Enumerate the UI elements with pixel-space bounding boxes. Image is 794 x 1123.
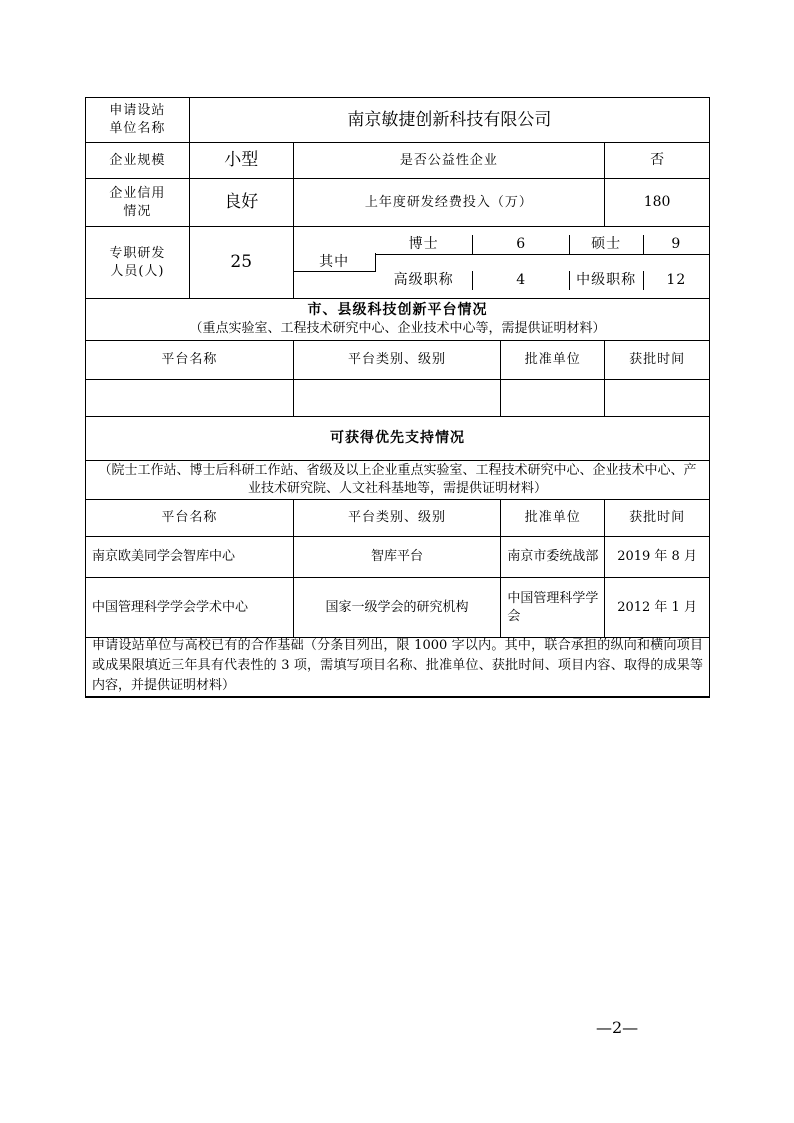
- city-cell-name: [86, 380, 294, 417]
- application-form-table: [85, 97, 710, 697]
- cooperation-box: [85, 632, 710, 698]
- phd-label: 博士: [376, 235, 473, 255]
- master-label: 硕士: [570, 235, 644, 254]
- page-number: —2—: [596, 1018, 639, 1037]
- senior-value: 4: [473, 271, 570, 290]
- priority-row2-type: 国家一级学会的研究机构: [294, 578, 502, 638]
- priority-platform-header: [86, 417, 709, 461]
- city-platform-subtitle: （重点实验室、工程技术研究中心、企业技术中心等，需提供证明材料）: [189, 321, 606, 337]
- priority-row1-name: 南京欧美同学会智库中心: [86, 537, 294, 578]
- priority-row1-approver: 南京市委统战部: [501, 537, 605, 578]
- priority-row2-approver: 中国管理科学学会: [501, 578, 605, 638]
- station-name: 南京敏捷创新科技有限公司: [190, 98, 709, 143]
- rd-value: 180: [605, 179, 709, 227]
- master-pair: [570, 235, 709, 255]
- priority-row1-type: 智库平台: [294, 537, 502, 578]
- public-value: 否: [605, 143, 709, 179]
- staff-label: 专职研发 人员(人): [86, 227, 190, 299]
- middle-value: 12: [666, 271, 687, 288]
- senior-label: 高级职称: [376, 271, 473, 290]
- priority-col-approver: 批准单位: [501, 500, 605, 537]
- city-col-type: 平台类别、级别: [294, 341, 502, 380]
- city-col-approver: 批准单位: [501, 341, 605, 380]
- among-label: 其中: [294, 253, 376, 273]
- city-cell-approver: [501, 380, 605, 417]
- priority-platform-title: 可获得优先支持情况: [330, 430, 465, 447]
- credit-value: 良好: [190, 179, 294, 227]
- cooperation-note: 申请设站单位与高校已有的合作基础（分条目列出，限 1000 字以内。其中，联合承担的纵向和横向项目或成果限填近三年具有代表性的 3 项，需填写项目名称、批准单位、获批时间、项目内容、取得的成果等内容，并提供证明材料）: [92, 638, 703, 694]
- scale-label: 企业规模: [86, 143, 190, 179]
- city-platform-title: 市、县级科技创新平台情况: [307, 302, 488, 319]
- scale-value: 小型: [190, 143, 294, 179]
- priority-col-name: 平台名称: [86, 500, 294, 537]
- public-label: 是否公益性企业: [294, 143, 606, 179]
- staff-value: 25: [190, 227, 294, 299]
- priority-col-type: 平台类别、级别: [294, 500, 502, 537]
- city-cell-type: [294, 380, 502, 417]
- middle-label: 中级职称: [570, 271, 644, 290]
- priority-col-date: 获批时间: [605, 500, 709, 537]
- priority-row2-name: 中国管理科学学会学术中心: [86, 578, 294, 638]
- middle-pair: [570, 271, 709, 290]
- master-value: 9: [671, 235, 682, 252]
- city-platform-header: [86, 299, 709, 341]
- priority-platform-subtitle: （院士工作站、博士后科研工作站、省级及以上企业重点实验室、工程技术研究中心、企业技术中心、产业技术研究院、人文社科基地等，需提供证明材料）: [86, 461, 709, 500]
- city-col-name: 平台名称: [86, 341, 294, 380]
- city-cell-date: [605, 380, 709, 417]
- priority-row2-date: 2012 年 1 月: [605, 578, 709, 638]
- staff-breakdown: [294, 227, 709, 299]
- priority-row1-date: 2019 年 8 月: [605, 537, 709, 578]
- credit-label: 企业信用 情况: [86, 179, 190, 227]
- city-col-date: 获批时间: [605, 341, 709, 380]
- rd-label: 上年度研发经费投入（万）: [294, 179, 606, 227]
- station-label: 申请设站 单位名称: [86, 98, 190, 143]
- phd-value: 6: [473, 235, 570, 255]
